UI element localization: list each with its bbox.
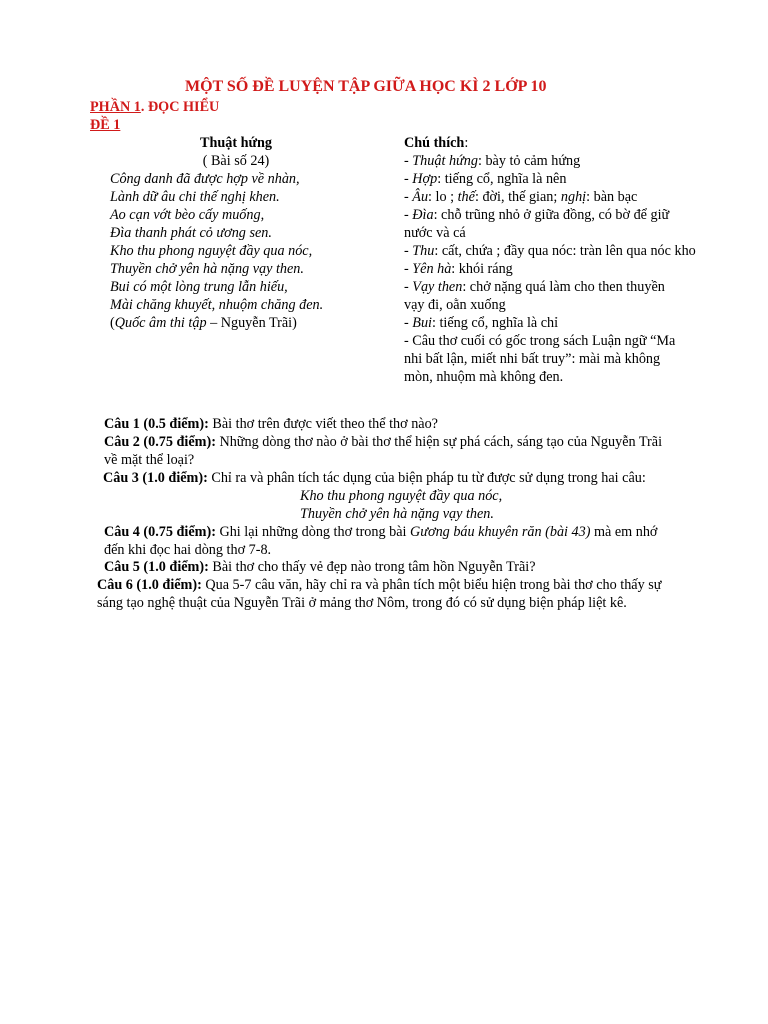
poem-number: ( Bài số 24) bbox=[202, 153, 270, 169]
notes-block bbox=[404, 134, 734, 386]
question-4-cont: đến khi đọc hai dòng thơ 7-8. bbox=[104, 542, 272, 558]
page-title: MỘT SỐ ĐỀ LUYỆN TẬP GIỮA HỌC KÌ 2 LỚP 10 bbox=[185, 78, 547, 95]
poem-line: Công danh đã được hợp về nhàn, bbox=[110, 171, 300, 187]
poem-line: Mài chăng khuyết, nhuộm chăng đen. bbox=[110, 297, 324, 313]
poem-line: Bui có một lòng trung lẫn hiếu, bbox=[110, 279, 288, 295]
note-item-cont: nước và cá bbox=[404, 225, 466, 241]
question-4: Câu 4 (0.75 điểm): Ghi lại những dòng thơ trong bài Gương báu khuyên răn (bài 43) mà em nhớ bbox=[104, 524, 658, 540]
note-item-cont: vạy đi, oằn xuống bbox=[404, 297, 506, 313]
poem-line: Thuyền chở yên hà nặng vạy then. bbox=[110, 261, 304, 277]
part-dot: . bbox=[140, 99, 148, 115]
part-label: PHẦN 1 bbox=[90, 99, 141, 115]
note-item-cont: nhi bất lận, miết nhi bất truy”: mài mà không bbox=[404, 351, 661, 367]
exam-heading: ĐỀ 1 bbox=[90, 117, 121, 133]
note-item: - Đìa: chỗ trũng nhỏ ở giữa đồng, có bờ để giữ bbox=[404, 207, 670, 223]
question-2-cont: về mặt thể loại? bbox=[104, 452, 195, 468]
poem-line: Kho thu phong nguyệt đầy qua nóc, bbox=[110, 243, 313, 259]
poem-source: (Quốc âm thi tập – Nguyễn Trãi) bbox=[110, 315, 297, 331]
note-item: - Câu thơ cuối có gốc trong sách Luận ngữ “Ma bbox=[404, 333, 676, 349]
poem-block bbox=[110, 134, 362, 332]
note-item: - Thu: cất, chứa ; đầy qua nóc: tràn lên qua nóc kho bbox=[404, 243, 696, 259]
note-item: - Bui: tiếng cổ, nghĩa là chỉ bbox=[404, 315, 559, 331]
note-item-cont: mòn, nhuộm mà không đen. bbox=[404, 369, 564, 385]
question-2: Câu 2 (0.75 điểm): Những dòng thơ nào ở bài thơ thể hiện sự phá cách, sáng tạo của Nguyễn Trãi bbox=[104, 434, 663, 450]
question-5: Câu 5 (1.0 điểm): Bài thơ cho thấy vẻ đẹp nào trong tâm hồn Nguyễn Trãi? bbox=[104, 559, 536, 575]
poem-title: Thuật hứng bbox=[200, 135, 272, 151]
note-item: - Âu: lo ; thế: đời, thế gian; nghị: bàn bạc bbox=[404, 189, 638, 205]
question-3-quote: Kho thu phong nguyệt đầy qua nóc, bbox=[300, 488, 503, 504]
poem-line: Đìa thanh phát cỏ ương sen. bbox=[110, 225, 272, 241]
question-3: Câu 3 (1.0 điểm): Chỉ ra và phân tích tác dụng của biện pháp tu từ được sử dụng trong hai câu: bbox=[103, 470, 646, 486]
poem-source-author: Nguyễn Trãi bbox=[220, 315, 293, 331]
note-item: - Hợp: tiếng cổ, nghĩa là nên bbox=[404, 171, 567, 187]
question-1: Câu 1 (0.5 điểm): Bài thơ trên được viết theo thể thơ nào? bbox=[104, 416, 438, 432]
part-heading bbox=[90, 98, 219, 116]
poem-source-book: Quốc âm thi tập bbox=[114, 315, 207, 331]
part-name: ĐỌC HIỂU bbox=[147, 99, 220, 115]
note-item: - Yên hà: khói ráng bbox=[404, 261, 513, 277]
note-item: - Thuật hứng: bày tỏ cảm hứng bbox=[404, 153, 581, 169]
poem-line: Ao cạn vớt bèo cấy muống, bbox=[110, 207, 265, 223]
poem-line: Lành dữ âu chi thế nghị khen. bbox=[110, 189, 280, 205]
note-item: - Vạy then: chở nặng quá làm cho then thuyền bbox=[404, 279, 665, 295]
question-6-cont: sáng tạo nghệ thuật của Nguyễn Trãi ở mảng thơ Nôm, trong đó có sử dụng biện pháp liệt kê. bbox=[97, 595, 627, 611]
question-6: Câu 6 (1.0 điểm): Qua 5-7 câu văn, hãy chỉ ra và phân tích một biểu hiện trong bài thơ cho thấy sự bbox=[97, 577, 662, 593]
notes-heading: Chú thích: bbox=[404, 135, 469, 151]
question-3-quote: Thuyền chở yên hà nặng vạy then. bbox=[300, 506, 494, 522]
